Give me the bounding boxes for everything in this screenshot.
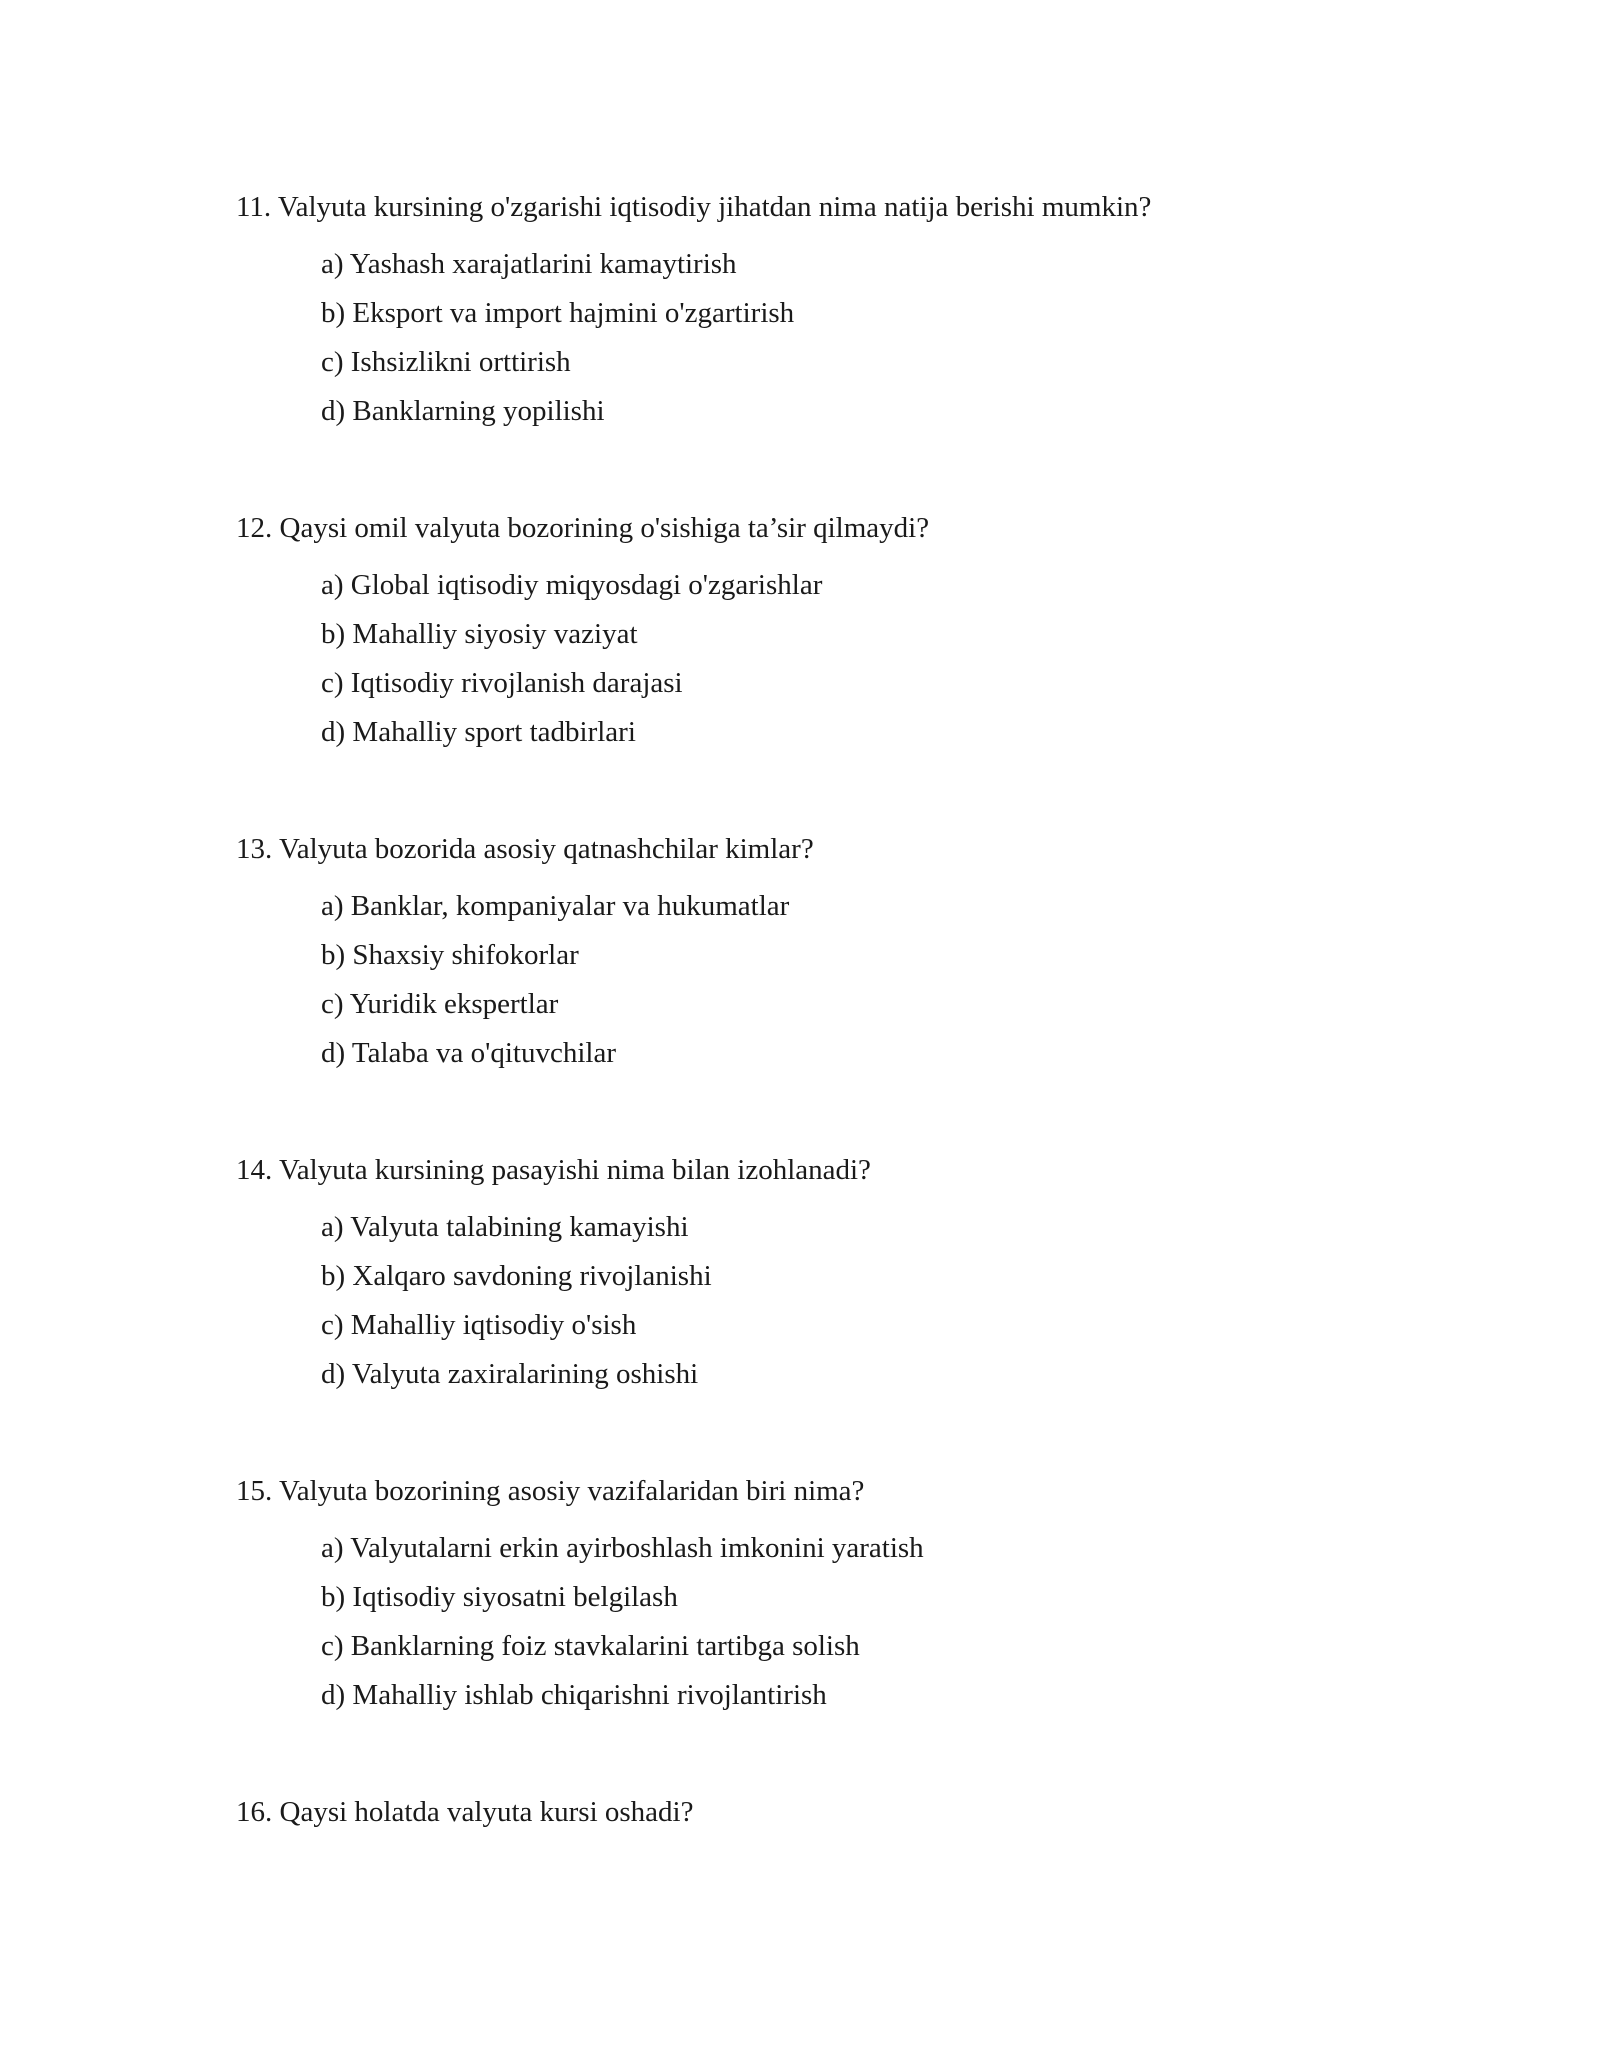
answer-option-c: c) Banklarning foiz stavkalarini tartibga solish (321, 1630, 860, 1662)
answer-option-d: d) Mahalliy ishlab chiqarishni rivojlantirish (321, 1679, 827, 1711)
answer-option-b: b) Iqtisodiy siyosatni belgilash (321, 1581, 678, 1613)
question-text: 12. Qaysi omil valyuta bozorining o'sishiga ta’sir qilmaydi? (236, 512, 930, 544)
question-text: 11. Valyuta kursining o'zgarishi iqtisodiy jihatdan nima natija berishi mumkin? (236, 191, 1152, 223)
answer-option-d: d) Banklarning yopilishi (321, 395, 605, 427)
answer-option-c: c) Ishsizlikni orttirish (321, 346, 571, 378)
question-text: 16. Qaysi holatda valyuta kursi oshadi? (236, 1796, 694, 1828)
question-text: 13. Valyuta bozorida asosiy qatnashchilar kimlar? (236, 833, 814, 865)
answer-option-b: b) Mahalliy siyosiy vaziyat (321, 618, 638, 650)
answer-option-b: b) Eksport va import hajmini o'zgartirish (321, 297, 795, 329)
question-text: 15. Valyuta bozorining asosiy vazifalaridan biri nima? (236, 1475, 865, 1507)
answer-option-b: b) Xalqaro savdoning rivojlanishi (321, 1260, 712, 1292)
answer-option-a: a) Banklar, kompaniyalar va hukumatlar (321, 890, 790, 922)
answer-option-d: d) Mahalliy sport tadbirlari (321, 716, 636, 748)
answer-option-c: c) Mahalliy iqtisodiy o'sish (321, 1309, 637, 1341)
answer-option-c: c) Yuridik ekspertlar (321, 988, 559, 1020)
answer-option-d: d) Valyuta zaxiralarining oshishi (321, 1358, 699, 1390)
answer-option-a: a) Global iqtisodiy miqyosdagi o'zgarishlar (321, 569, 823, 601)
answer-option-a: a) Valyuta talabining kamayishi (321, 1211, 689, 1243)
answer-option-c: c) Iqtisodiy rivojlanish darajasi (321, 667, 683, 699)
answer-option-d: d) Talaba va o'qituvchilar (321, 1037, 616, 1069)
question-text: 14. Valyuta kursining pasayishi nima bilan izohlanadi? (236, 1154, 871, 1186)
answer-option-a: a) Valyutalarni erkin ayirboshlash imkonini yaratish (321, 1532, 924, 1564)
answer-option-a: a) Yashash xarajatlarini kamaytirish (321, 248, 737, 280)
answer-option-b: b) Shaxsiy shifokorlar (321, 939, 579, 971)
